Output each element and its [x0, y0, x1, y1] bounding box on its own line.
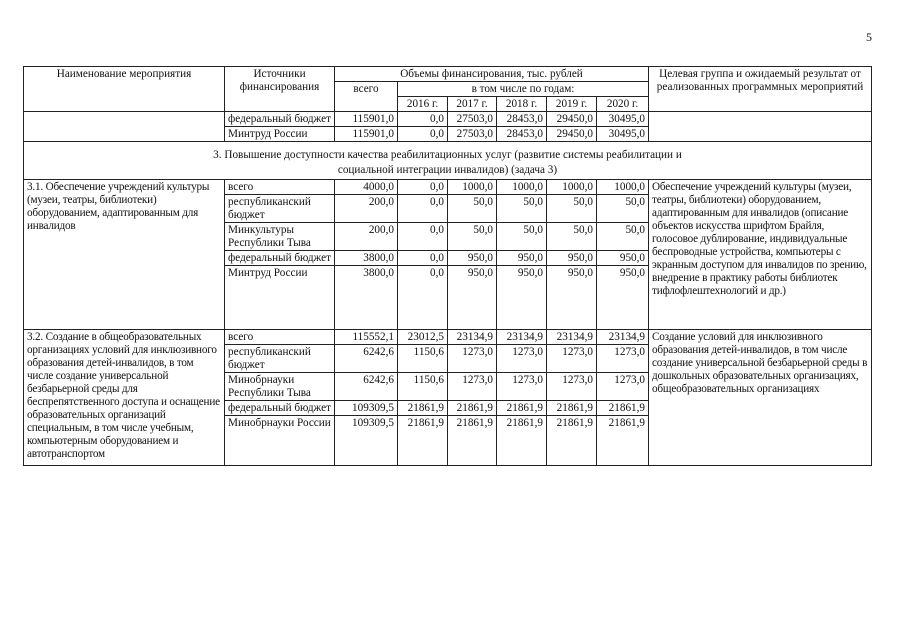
source-cell: всего [225, 180, 335, 195]
value-cell: 1273,0 [497, 345, 547, 373]
header-year: 2018 г. [497, 97, 547, 112]
source-cell: республиканский бюджет [225, 345, 335, 373]
value-cell: 950,0 [547, 266, 597, 330]
table-row [24, 112, 872, 127]
value-cell: 1150,6 [398, 345, 448, 373]
value-cell: 50,0 [497, 223, 547, 251]
header-year: 2020 г. [597, 97, 649, 112]
value-cell: 950,0 [448, 266, 497, 330]
section-row [24, 142, 872, 180]
value-cell: 30495,0 [597, 112, 649, 127]
value-cell: 1273,0 [597, 345, 649, 373]
value-cell: 23134,9 [497, 330, 547, 345]
table-row [24, 330, 872, 345]
value-cell: 0,0 [398, 223, 448, 251]
source-cell: федеральный бюджет [225, 112, 335, 127]
section-title-text: 3. Повышение доступности качества реабилитационных услуг (развитие системы реабилитации и социальной интеграции инвалидов) (задача 3) [213, 149, 682, 176]
value-cell: 950,0 [497, 266, 547, 330]
value-cell: 1150,6 [398, 373, 448, 401]
value-cell: 21861,9 [597, 401, 649, 416]
value-cell: 21861,9 [597, 416, 649, 466]
page-number: 5 [866, 30, 872, 44]
header-volume: Объемы финансирования, тыс. рублей [335, 67, 649, 82]
source-cell: Минтруд России [225, 127, 335, 142]
header-by-years: в том числе по годам: [398, 82, 649, 97]
value-cell: 0,0 [398, 127, 448, 142]
source-cell: Минтруд России [225, 266, 335, 330]
value-cell: 23012,5 [398, 330, 448, 345]
source-cell: республиканский бюджет [225, 195, 335, 223]
value-cell: 21861,9 [448, 401, 497, 416]
measure-name: 3.1. Обеспечение учреждений культуры (музеи, театры, библиотеки) оборудованием, адаптированным для инвалидов [24, 180, 225, 330]
value-cell: 50,0 [497, 195, 547, 223]
value-cell: 21861,9 [398, 401, 448, 416]
value-cell: 21861,9 [398, 416, 448, 466]
header-name: Наименование мероприятия [24, 67, 225, 112]
source-cell: всего [225, 330, 335, 345]
value-cell: 1273,0 [597, 373, 649, 401]
header-year: 2016 г. [398, 97, 448, 112]
value-cell: 1000,0 [448, 180, 497, 195]
value-cell: 27503,0 [448, 127, 497, 142]
value-cell: 950,0 [547, 251, 597, 266]
measure-target: Обеспечение учреждений культуры (музеи, театры, библиотеки) оборудованием, адаптированным для инвалидов (описание объектов искусства шрифтом Брайля, голосовое дублирование, индивидуальные беспроводные устройства, компьютеры с экранным доступом для инвалидов по зрению, внедрение в практику работы библиотек тифлофлештехнологий и др.) [649, 180, 872, 330]
empty-target-cell [649, 112, 872, 142]
value-cell: 115901,0 [335, 112, 398, 127]
value-cell: 109309,5 [335, 416, 398, 466]
financing-table [23, 66, 872, 466]
value-cell: 0,0 [398, 266, 448, 330]
value-cell: 6242,6 [335, 345, 398, 373]
value-cell: 950,0 [597, 251, 649, 266]
value-cell: 1000,0 [547, 180, 597, 195]
value-cell: 1273,0 [448, 373, 497, 401]
value-cell: 21861,9 [497, 401, 547, 416]
value-cell: 50,0 [597, 223, 649, 251]
value-cell: 21861,9 [497, 416, 547, 466]
value-cell: 1273,0 [547, 345, 597, 373]
value-cell: 23134,9 [448, 330, 497, 345]
value-cell: 950,0 [497, 251, 547, 266]
value-cell: 200,0 [335, 223, 398, 251]
value-cell: 115552,1 [335, 330, 398, 345]
value-cell: 109309,5 [335, 401, 398, 416]
table-row [24, 180, 872, 195]
source-cell: федеральный бюджет [225, 401, 335, 416]
value-cell: 0,0 [398, 251, 448, 266]
value-cell: 21861,9 [547, 401, 597, 416]
value-cell: 3800,0 [335, 251, 398, 266]
value-cell: 50,0 [597, 195, 649, 223]
source-cell: Минобрнауки Республики Тыва [225, 373, 335, 401]
value-cell: 3800,0 [335, 266, 398, 330]
value-cell: 50,0 [547, 223, 597, 251]
value-cell: 200,0 [335, 195, 398, 223]
value-cell: 29450,0 [547, 127, 597, 142]
value-cell: 21861,9 [547, 416, 597, 466]
value-cell: 21861,9 [448, 416, 497, 466]
value-cell: 28453,0 [497, 112, 547, 127]
value-cell: 950,0 [597, 266, 649, 330]
measure-name: 3.2. Создание в общеобразовательных организациях условий для инклюзивного образования детей-инвалидов, в том числе создание универсальной безбарьерной среды для беспрепятственного доступа и оснащение образовательных организаций специальным, в том числе учебным, компьютерным оборудованием и автотранспортом [24, 330, 225, 466]
value-cell: 23134,9 [597, 330, 649, 345]
value-cell: 29450,0 [547, 112, 597, 127]
value-cell: 0,0 [398, 195, 448, 223]
value-cell: 50,0 [547, 195, 597, 223]
value-cell: 4000,0 [335, 180, 398, 195]
header-row-1 [24, 67, 872, 82]
measure-target: Создание условий для инклюзивного образования детей-инвалидов, в том числе создание универсальной безбарьерной среды в дошкольных образовательных организациях, общеобразовательных организациях [649, 330, 872, 466]
source-cell: федеральный бюджет [225, 251, 335, 266]
section-title [24, 142, 872, 180]
source-cell: Минобрнауки России [225, 416, 335, 466]
header-year: 2019 г. [547, 97, 597, 112]
header-total: всего [335, 82, 398, 112]
value-cell: 115901,0 [335, 127, 398, 142]
value-cell: 23134,9 [547, 330, 597, 345]
value-cell: 0,0 [398, 180, 448, 195]
value-cell: 50,0 [448, 195, 497, 223]
value-cell: 30495,0 [597, 127, 649, 142]
value-cell: 1000,0 [497, 180, 547, 195]
value-cell: 1273,0 [547, 373, 597, 401]
value-cell: 27503,0 [448, 112, 497, 127]
value-cell: 6242,6 [335, 373, 398, 401]
value-cell: 50,0 [448, 223, 497, 251]
header-source: Источники финансирования [225, 67, 335, 112]
value-cell: 1273,0 [497, 373, 547, 401]
value-cell: 950,0 [448, 251, 497, 266]
empty-name-cell [24, 112, 225, 142]
source-cell: Минкультуры Республики Тыва [225, 223, 335, 251]
value-cell: 28453,0 [497, 127, 547, 142]
header-target: Целевая группа и ожидаемый результат от реализованных программных мероприятий [649, 67, 872, 112]
value-cell: 0,0 [398, 112, 448, 127]
header-year: 2017 г. [448, 97, 497, 112]
value-cell: 1273,0 [448, 345, 497, 373]
value-cell: 1000,0 [597, 180, 649, 195]
